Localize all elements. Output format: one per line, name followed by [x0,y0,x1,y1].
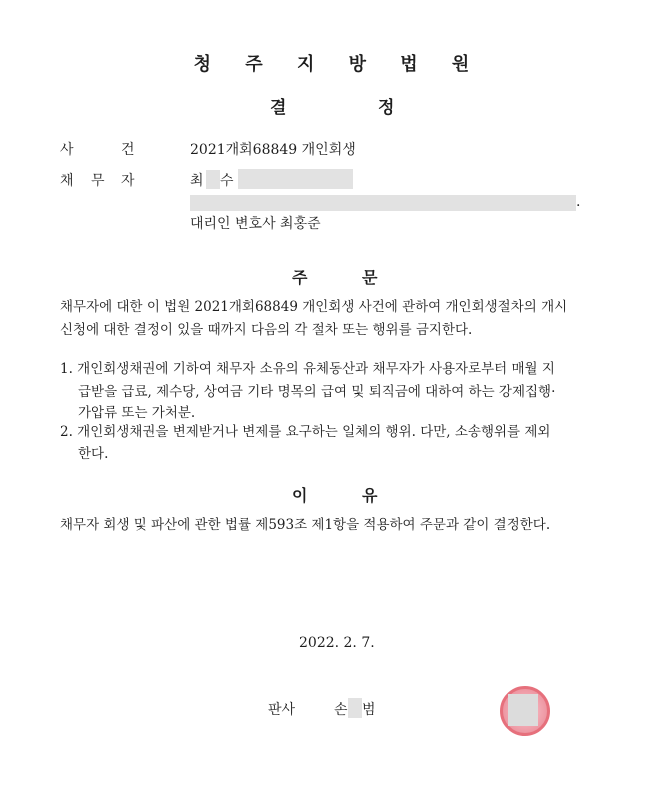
order-heading-char-1: 주 [292,268,308,287]
order-item-1-line-2: 급받을 급료, 제수당, 상여금 기타 명목의 급여 및 퇴직금에 대하여 하는 강제집행· [78,384,556,400]
order-intro-line-1: 채무자에 대한 이 법원 2021개회68849 개인회생 사건에 관하여 개인회생절차의 개시 [60,299,568,315]
judge-name-char-2: 범 [362,702,376,718]
judge-name-char-1: 손 [334,702,348,718]
order-item-2-line-1: 2. 개인회생채권을 변제받거나 변제를 요구하는 일체의 행위. 다만, 소송행위를 제외 [60,424,551,440]
redaction-debtor-name [206,170,220,189]
order-item-1-line-1: 1. 개인회생채권에 기하여 채무자 소유의 유체동산과 채무자가 사용자로부터 매월 지 [60,361,555,377]
redaction-debtor-address [190,195,576,211]
debtor-label-char-2: 무 [91,173,105,189]
reason-heading-char-1: 이 [292,486,308,505]
decision-title-char-2: 정 [378,98,395,118]
address-period: . [576,194,581,210]
order-intro-line-2: 신청에 대한 결정이 있을 때까지 다음의 각 절차 또는 행위를 금지한다. [60,322,473,338]
debtor-label-char-3: 자 [121,173,135,189]
reason-text: 채무자 회생 및 파산에 관한 법률 제593조 제1항을 적용하여 주문과 같이 결정한다. [60,517,551,533]
debtor-name-char-2: 수 [220,173,234,189]
debtor-agent: 대리인 변호사 최홍준 [190,216,321,232]
order-heading-char-2: 문 [362,268,378,287]
case-number: 2021개회68849 개인회생 [190,142,356,158]
redaction-judge-name [348,698,362,718]
court-name: 청 주 지 방 법 원 [193,54,484,75]
decision-date: 2022. 2. 7. [299,635,375,651]
order-item-1-line-3: 가압류 또는 가처분. [78,405,196,421]
redaction-seal [508,694,538,726]
case-label-char-1: 사 [60,142,74,158]
reason-heading-char-2: 유 [362,486,378,505]
redaction-debtor-info [238,169,353,189]
judge-title: 판사 [268,702,296,718]
debtor-label-char-1: 채 [60,173,74,189]
decision-title-char-1: 결 [270,98,287,118]
debtor-name-char-1: 최 [190,173,204,189]
case-label-char-2: 건 [121,142,135,158]
order-item-2-line-2: 한다. [78,446,109,462]
